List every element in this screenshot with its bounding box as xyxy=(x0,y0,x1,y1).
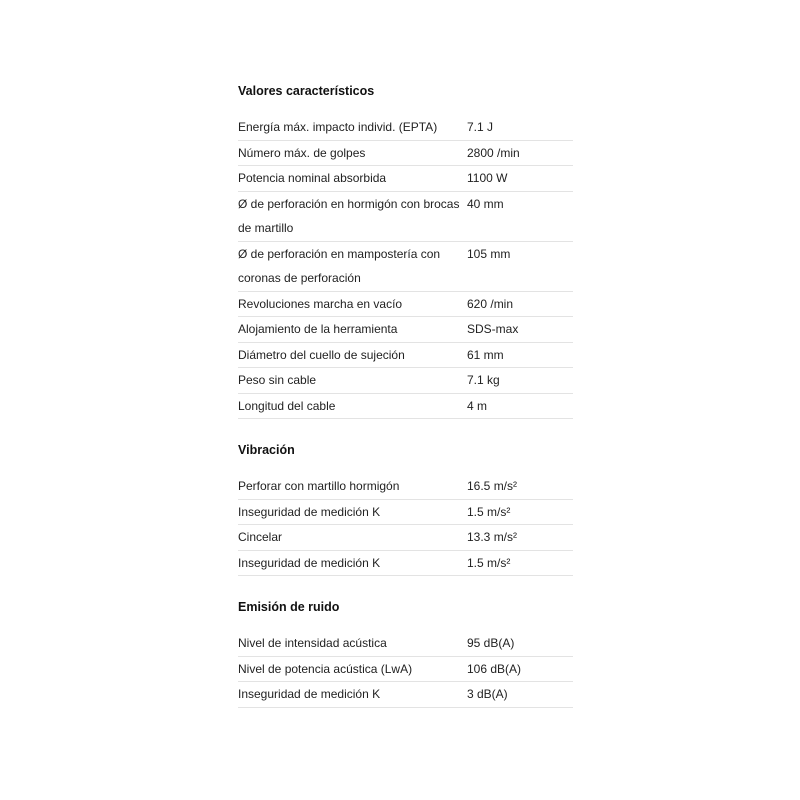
spec-label: Energía máx. impacto individ. (EPTA) xyxy=(238,115,467,140)
spec-label: Inseguridad de medición K xyxy=(238,550,467,576)
spec-label: Longitud del cable xyxy=(238,393,467,419)
table-row xyxy=(238,499,573,525)
section-title: Valores característicos xyxy=(238,84,375,98)
spec-value: 16.5 m/s² xyxy=(467,474,573,499)
table-row xyxy=(238,115,573,140)
spec-label: Número máx. de golpes xyxy=(238,140,467,166)
spec-label: Nivel de intensidad acústica xyxy=(238,631,467,656)
spec-label: Diámetro del cuello de sujeción xyxy=(238,342,467,368)
spec-value: 7.1 J xyxy=(467,115,573,140)
spec-table xyxy=(238,115,573,419)
table-row xyxy=(238,291,573,317)
spec-value: 106 dB(A) xyxy=(467,656,573,682)
spec-sheet xyxy=(238,80,573,728)
table-row xyxy=(238,140,573,166)
spec-value: 61 mm xyxy=(467,342,573,368)
spec-value: 105 mm xyxy=(467,241,573,291)
spec-value: 620 /min xyxy=(467,291,573,317)
spec-value: 4 m xyxy=(467,393,573,419)
spec-value: 40 mm xyxy=(467,191,573,241)
table-row xyxy=(238,241,573,291)
spec-value: 1.5 m/s² xyxy=(467,499,573,525)
table-row xyxy=(238,631,573,656)
spec-label: Inseguridad de medición K xyxy=(238,499,467,525)
table-row xyxy=(238,317,573,343)
table-row xyxy=(238,342,573,368)
section-valores-caracteristicos xyxy=(238,80,573,419)
section-vibracion xyxy=(238,439,573,576)
spec-table xyxy=(238,631,573,708)
spec-label: Perforar con martillo hormigón xyxy=(238,474,467,499)
spec-label: Peso sin cable xyxy=(238,368,467,394)
spec-value: 2800 /min xyxy=(467,140,573,166)
table-row xyxy=(238,474,573,499)
spec-value: 3 dB(A) xyxy=(467,682,573,708)
table-row xyxy=(238,166,573,192)
spec-value: 1.5 m/s² xyxy=(467,550,573,576)
table-row xyxy=(238,656,573,682)
spec-label: Nivel de potencia acústica (LwA) xyxy=(238,656,467,682)
table-row xyxy=(238,525,573,551)
spec-label: Cincelar xyxy=(238,525,467,551)
table-row xyxy=(238,550,573,576)
spec-label: Alojamiento de la herramienta xyxy=(238,317,467,343)
section-title: Vibración xyxy=(238,443,295,457)
spec-label: Revoluciones marcha en vacío xyxy=(238,291,467,317)
table-row xyxy=(238,393,573,419)
section-title: Emisión de ruido xyxy=(238,600,340,614)
spec-value: 95 dB(A) xyxy=(467,631,573,656)
spec-label: Ø de perforación en mampostería con coronas de perforación xyxy=(238,241,467,291)
spec-label: Ø de perforación en hormigón con brocas de martillo xyxy=(238,191,467,241)
spec-value: SDS-max xyxy=(467,317,573,343)
spec-label: Inseguridad de medición K xyxy=(238,682,467,708)
spec-value: 7.1 kg xyxy=(467,368,573,394)
table-row xyxy=(238,682,573,708)
spec-value: 13.3 m/s² xyxy=(467,525,573,551)
spec-label: Potencia nominal absorbida xyxy=(238,166,467,192)
spec-table xyxy=(238,474,573,576)
section-emision-de-ruido xyxy=(238,596,573,708)
table-row xyxy=(238,368,573,394)
table-row xyxy=(238,191,573,241)
spec-value: 1100 W xyxy=(467,166,573,192)
